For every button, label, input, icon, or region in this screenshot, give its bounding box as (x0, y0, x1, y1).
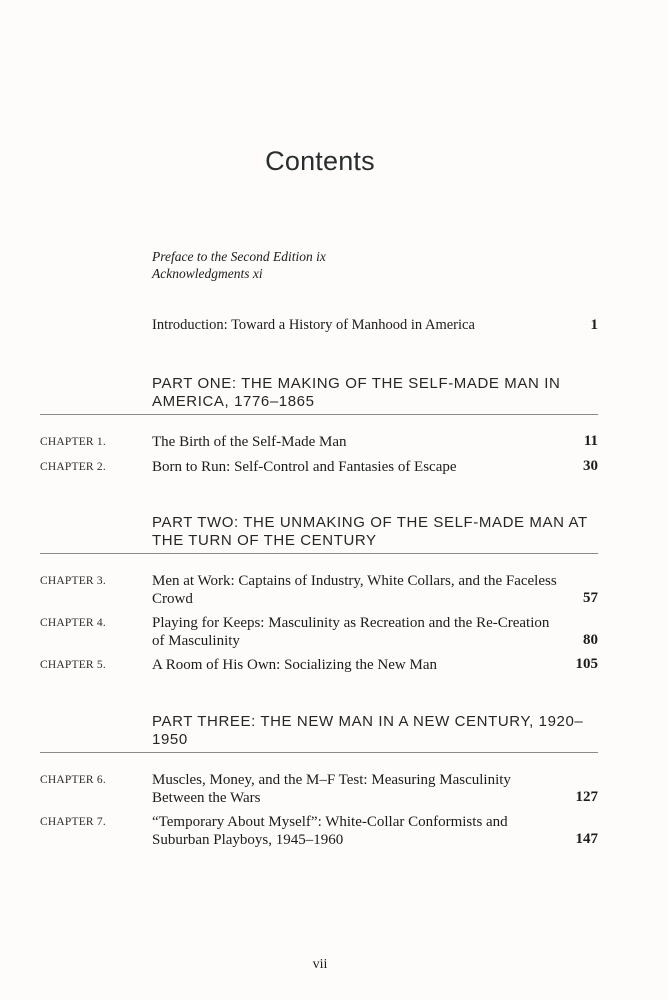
chapter-3-title[interactable]: Men at Work: Captains of Industry, White Collars, and the Faceless Crowd (152, 573, 557, 607)
front-matter-acknowledgments[interactable] (152, 266, 263, 282)
part-two-heading: PART TWO: THE UNMAKING OF THE SELF-MADE MAN AT THE TURN OF THE CENTURY (152, 514, 588, 549)
chapter-label: CHAPTER 5. (40, 659, 106, 671)
chapter-page: 30 (583, 458, 598, 474)
introduction-page: 1 (590, 317, 598, 333)
chapter-page: 57 (583, 590, 598, 606)
chapter-1-title[interactable]: The Birth of the Self-Made Man (152, 434, 347, 450)
chapter-6-title[interactable]: Muscles, Money, and the M–F Test: Measuring Masculinity Between the Wars (152, 772, 511, 806)
divider (40, 752, 598, 753)
chapter-label: CHAPTER 7. (40, 816, 106, 828)
chapter-page: 80 (583, 632, 598, 648)
entry-page: xi (252, 266, 263, 281)
chapter-label: CHAPTER 4. (40, 617, 106, 629)
part-three-heading: PART THREE: THE NEW MAN IN A NEW CENTURY, 1920–1950 (152, 713, 584, 748)
chapter-page: 127 (575, 789, 598, 805)
entry-label: Acknowledgments (152, 266, 250, 281)
chapter-label: CHAPTER 6. (40, 774, 106, 786)
introduction-entry[interactable]: Introduction: Toward a History of Manhood in America (152, 317, 475, 333)
chapter-2-title[interactable]: Born to Run: Self-Control and Fantasies of Escape (152, 459, 457, 475)
chapter-5-title[interactable]: A Room of His Own: Socializing the New Man (152, 657, 437, 673)
entry-page: ix (316, 249, 326, 264)
chapter-label: CHAPTER 1. (40, 436, 106, 448)
chapter-label: CHAPTER 2. (40, 461, 106, 473)
page-title: Contents (265, 146, 375, 176)
divider (40, 414, 598, 415)
front-matter-preface[interactable] (152, 249, 326, 265)
chapter-page: 105 (575, 656, 598, 672)
chapter-4-title[interactable]: Playing for Keeps: Masculinity as Recreation and the Re-Creation of Masculinity (152, 615, 550, 649)
chapter-page: 11 (583, 433, 598, 449)
chapter-page: 147 (575, 831, 598, 847)
chapter-7-title[interactable]: “Temporary About Myself”: White-Collar Conformists and Suburban Playboys, 1945–1960 (152, 814, 508, 848)
chapter-label: CHAPTER 3. (40, 575, 106, 587)
page-number: vii (312, 957, 328, 972)
divider (40, 553, 598, 554)
part-one-heading: PART ONE: THE MAKING OF THE SELF-MADE MAN IN AMERICA, 1776–1865 (152, 375, 561, 410)
entry-label: Preface to the Second Edition (152, 249, 313, 264)
